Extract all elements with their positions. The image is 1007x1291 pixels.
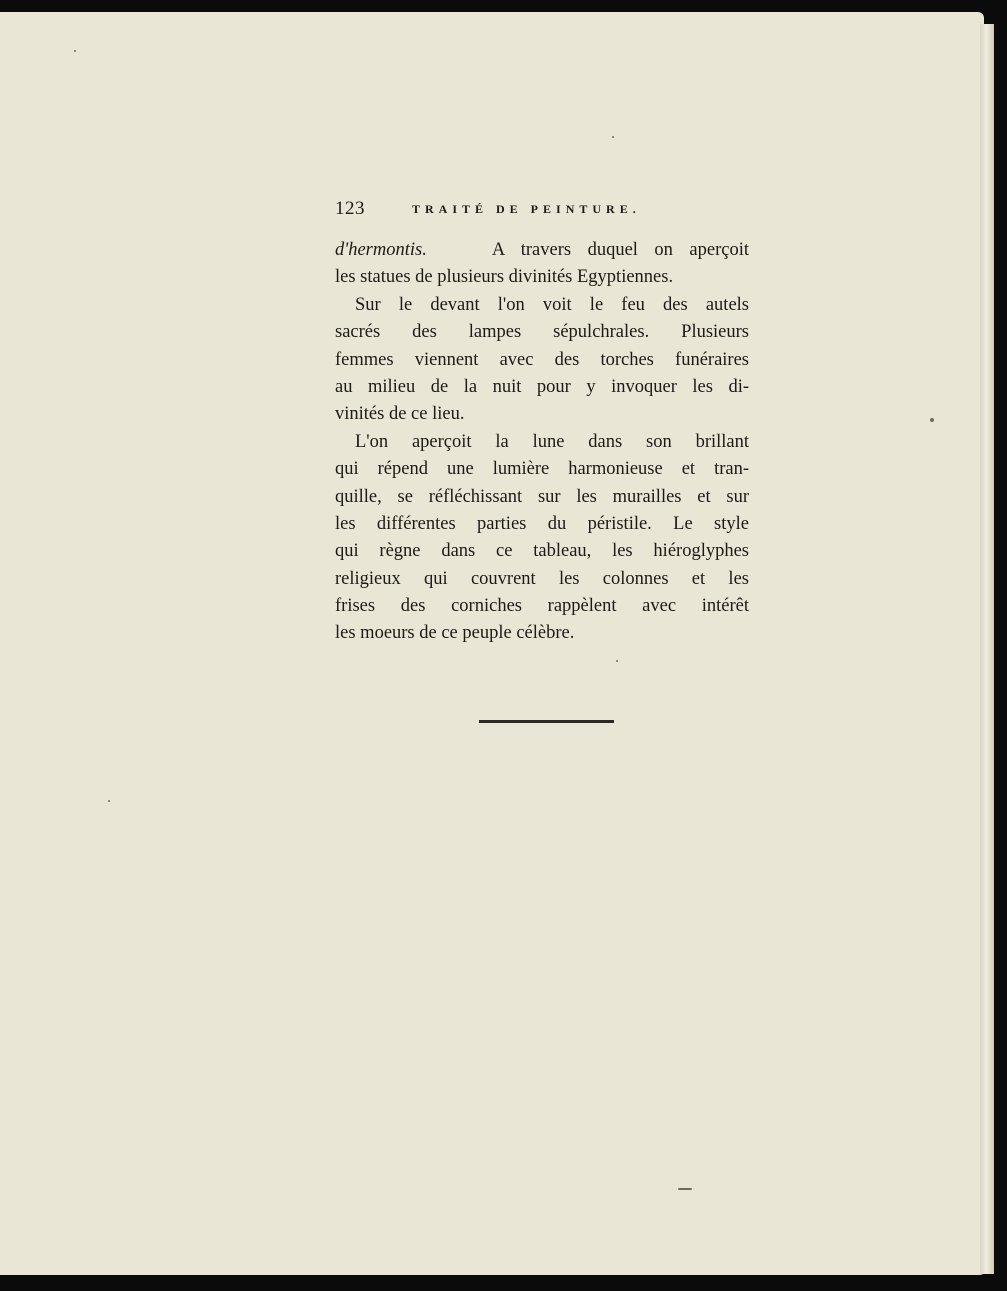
text-fragment: A travers duquel on aperçoit — [491, 240, 750, 260]
text-line: au milieu de la nuit pour y invoquer les di- — [335, 376, 749, 397]
text-line: sacrés des lampes sépulchrales. Plusieurs — [335, 322, 749, 343]
text-line: qui règne dans ce tableau, les hiéroglyphes — [335, 541, 749, 562]
paper-speck — [616, 660, 618, 662]
paper-speck — [108, 800, 110, 802]
body-text — [335, 237, 749, 648]
page-number: 123 — [335, 198, 365, 219]
paper-speck — [930, 418, 934, 422]
text-line: les différentes parties du péristile. Le style — [335, 513, 749, 534]
italic-place-name: d'hermontis. — [335, 240, 427, 260]
text-line: religieux qui couvrent les colonnes et les — [335, 568, 749, 589]
text-line: les moeurs de ce peuple célèbre. — [335, 623, 575, 644]
text-line: vinités de ce lieu. — [335, 404, 465, 425]
text-line: les statues de plusieurs divinités Egyptiennes. — [335, 267, 674, 288]
text-line — [335, 237, 749, 264]
text-line: frises des corniches rappèlent avec intérêt — [335, 596, 749, 617]
running-title: TRAITÉ DE PEINTURE. — [412, 202, 641, 216]
text-line: femmes viennent avec des torches funéraires — [335, 349, 749, 370]
paper-speck — [612, 136, 614, 138]
text-line: qui répend une lumière harmonieuse et tran- — [335, 459, 749, 480]
paper-speck — [678, 1188, 692, 1190]
end-rule — [479, 720, 614, 723]
paper-speck — [74, 50, 76, 52]
text-line: Sur le devant l'on voit le feu des autels — [355, 294, 749, 315]
page-edge — [980, 24, 994, 1274]
text-line: quille, se réfléchissant sur les murailles et sur — [335, 486, 749, 507]
text-line: L'on aperçoit la lune dans son brillant — [355, 431, 749, 452]
page-header — [335, 196, 750, 226]
